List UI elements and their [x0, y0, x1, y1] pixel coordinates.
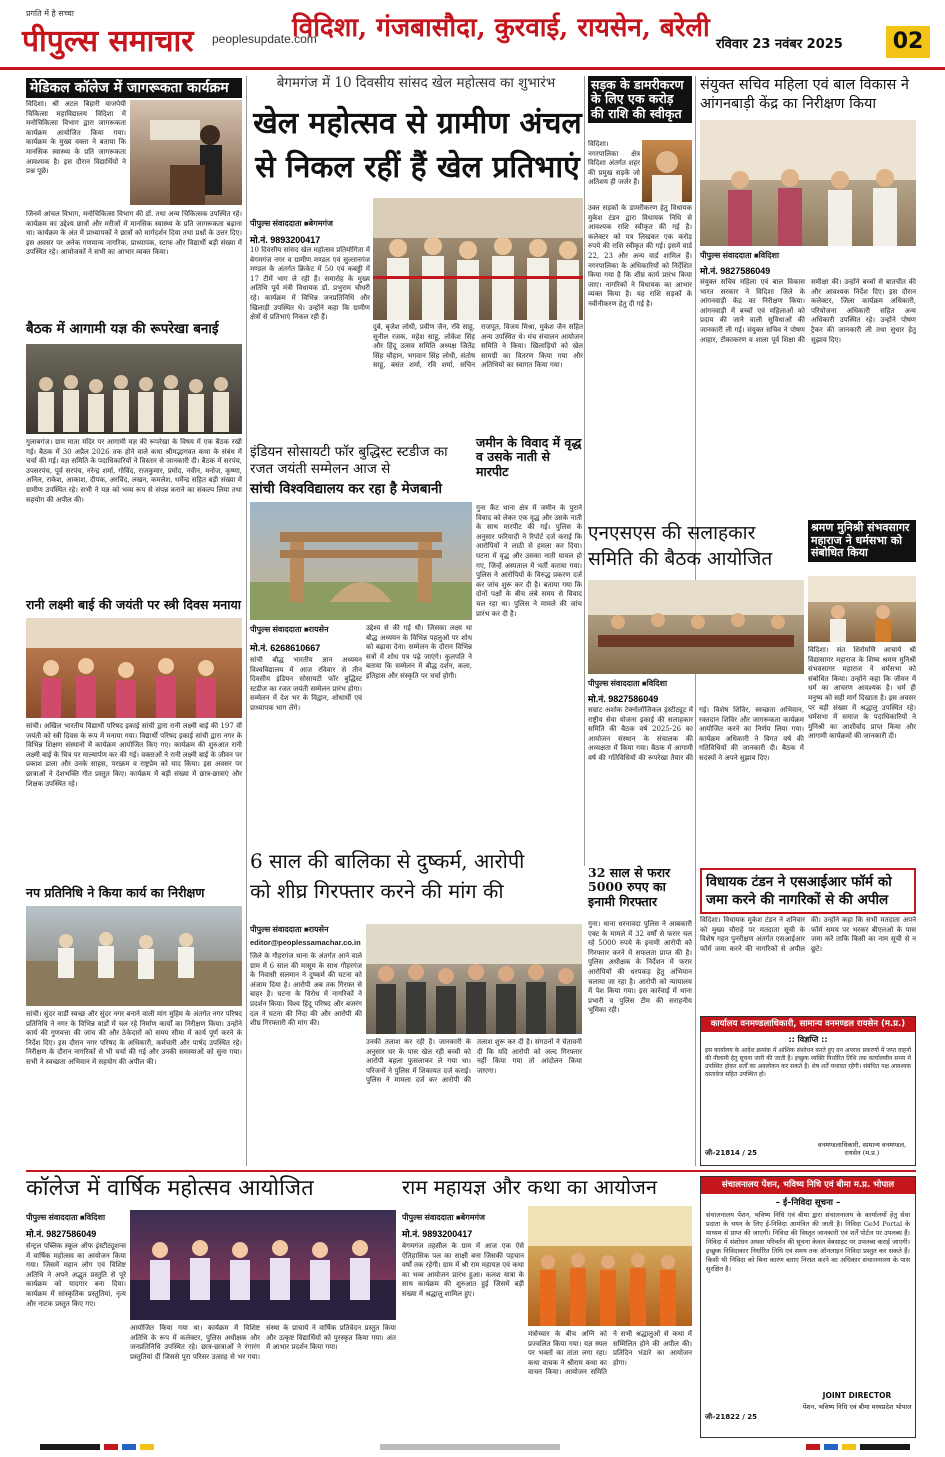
article-body: सांची। अखिल भारतीय विद्यार्थी परिषद इकाई सांची द्वारा रानी लक्ष्मी बाई की 197 वीं जयंती को स्त्री दिवस के रूप में मनाया गया। विद्यार्थी परिषद इकाई सांची द्वारा नगर के विभिन्न शिक्षण संस्थानों में कार्यक्रम आयोजित किए गए। कार्यक्रम की शुरुआत रानी लक्ष्मी बाई के चित्र पर माल्यार्पण कर की गई। वक्ताओं ने रानी लक्ष्मी बाई के जीवन पर प्रकाश डाला और उनके साहस, पराक्रम व राष्ट्रप्रेम को याद किया। इस अवसर पर छात्राओं ने देशभक्ति गीत प्रस्तुत किए। कार्यक्रम में बड़ी संख्या में छात्र-छात्राएं और शिक्षक उपस्थित रहे। — [26, 722, 242, 788]
protest-crowd-icon — [366, 924, 582, 1034]
article-body: जिनमें आंचल विभाग, मनोचिकित्सा विभाग की डॉ. तथा अन्य चिकित्सक उपस्थित रहे। कार्यक्रम का उद्देश्य छात्रों और मरीजों में मानसिक स्वास्थ्य के प्रति जागरूकता बढ़ाना था। कार्यक्रम के अंत में प्राध्यापकों ने छात्रों को मार्गदर्शन दिया तथा प्रश्नों के उत्तर दिए। इस अवसर पर अनेक गणमान्य नागरिक, प्राध्यापक, स्टाफ और विद्यार्थी बड़ी संख्या में उपस्थित रहे। आयोजकों ने सभी का आभार व्यक्त किया। — [26, 210, 242, 257]
email-address: editor@peoplessamachar.co.in — [250, 938, 361, 947]
mobile-number: मो.नं. 6268610667 — [250, 643, 321, 653]
masthead — [0, 0, 945, 70]
byline-block — [402, 1212, 522, 1240]
column-rule — [246, 76, 247, 1166]
notice-subtitle: – ई–निविदा सूचना – — [775, 1198, 841, 1208]
mobile-number: मो.नं. 9893200417 — [402, 1229, 473, 1239]
stage-icon — [130, 1210, 396, 1320]
students-icon — [26, 618, 242, 718]
mobile-number: मो.नं. 9827586049 — [700, 266, 771, 276]
byline: पीपुल्स संवाददाता ■विदिशा — [26, 1213, 106, 1222]
page-number: 02 — [886, 26, 930, 58]
byline: पीपुल्स संवाददाता ■विदिशा — [588, 679, 668, 688]
region-title: विदिशा, गंजबासौदा, कुरवाई, रायसेन, बरेली — [292, 13, 710, 43]
notice-signature: वनमण्डलाधिकारी, सामान्य वनमण्डल, रायसेन (म.प्र.) — [817, 1141, 907, 1157]
article-body: गुना कैंट थाना क्षेत्र में जमीन के पुराने विवाद को लेकर एक वृद्ध और उसके नाती के साथ मारपीट की गई। पुलिस के अनुसार फरियादी ने रिपोर्ट दर्ज कराई कि आरोपियों ने लाठी से हमला कर दिया। घटना में वृद्ध और उसका नाती घायल हो गए, जिन्हें अस्पताल में भर्ती कराया गया। पुलिस ने आरोपियों के विरुद्ध प्रकरण दर्ज कर जांच शुरू कर दी है। बताया गया कि दोनों पक्षों के बीच लंबे समय से विवाद चल रहा था। पुलिस ने मामले की जांच प्रारंभ कर दी है। — [476, 504, 582, 618]
headline: संयुक्त सचिव महिला एवं बाल विकास ने आंगनबाड़ी केंद्र का निरीक्षण किया — [700, 77, 909, 112]
article-crime — [250, 846, 582, 936]
article-body: विदिशा। श्री अटल बिहारी वाजपेयी चिकित्सा महाविद्यालय विदिशा में मनोचिकित्सा विभाग द्वारा जागरूकता कार्यक्रम आयोजित किया गया। कार्यक्रम के मुख्य वक्ता ने बताया कि मानसिक स्वास्थ्य के प्रति जागरूकता आवश्यक है। इस दौरान विद्यार्थियों ने प्रश्न पूछे। — [26, 100, 126, 176]
byline: पीपुल्स संवाददाता ■बेगमगंज — [402, 1213, 485, 1222]
devotees-icon — [528, 1206, 692, 1326]
article-college-festival — [26, 1176, 396, 1438]
speaker-photo — [130, 100, 242, 205]
meeting-table-icon — [588, 580, 804, 674]
yagya-photo — [528, 1206, 692, 1326]
article-road — [588, 76, 692, 451]
website-url: peoplesupdate.com — [212, 32, 317, 46]
headline: एनएसएस की सलाहकार समिति की बैठक आयोजित — [588, 522, 773, 570]
notice-subtitle: :: विज्ञप्ति :: — [788, 1035, 828, 1044]
mobile-number: मो.नं. 9827586049 — [26, 1229, 97, 1239]
article-medical-college — [26, 78, 242, 314]
protest-photo — [366, 924, 582, 1034]
subheadline: सांची विश्वविद्यालय कर रहा है मेजबानी — [250, 481, 442, 497]
article-body: विदिशा। नगरपालिका क्षेत्र विदिशा अंतर्गत शहर की प्रमुख सड़कें जो अतिशय ही जर्जर हैं। — [588, 140, 640, 187]
article-body: उनकी तलाश कर रही है। जानकारी के अनुसार घर के पास खेल रही बच्ची को आरोपी बहला फुसलाकर ले गया था। परिजनों ने पुलिस में शिकायत दर्ज कराई। पुलिस ने मामला दर्ज कर आरोपी की तलाश शुरू कर दी है। संगठनों ने चेतावनी दी कि यदि आरोपी को जल्द गिरफ्तार नहीं किया गया तो आंदोलन किया जाएगा। — [366, 1038, 582, 1085]
headline: मेडिकल कॉलेज में जागरूकता कार्यक्रम — [26, 78, 242, 98]
headline: विधायक टंडन ने एसआईआर फॉर्म को जमा करने की नागरिकों से की अपील — [706, 874, 892, 908]
nss-meeting-photo — [588, 580, 804, 674]
article-body: विदिशा। संत शिरोमणि आचार्य श्री विद्यासागर महाराज के शिष्य श्रमण मुनिश्री संभवसागर महाराज ने धर्मसभा को संबोधित किया। उन्होंने कहा कि जीवन में धर्म का आचरण आवश्यक है। धर्म ही मनुष्य को सही मार्ग दिखाता है। इस अवसर पर बड़ी संख्या में श्रद्धालु उपस्थित रहे। धर्मसभा में समाज के पदाधिकारियों ने मुनिश्री का आशीर्वाद प्राप्त किया और आगामी कार्यक्रमों की जानकारी दी। — [808, 646, 916, 741]
article-rani-laxmibai — [26, 598, 242, 880]
workers-icon — [26, 906, 242, 1006]
article-nss-meeting — [588, 520, 804, 860]
mobile-number: मो.नं. 9827586049 — [588, 694, 659, 704]
byline: पीपुल्स संवाददाता ■रायसेन — [250, 925, 329, 934]
article-body: गुलाबगंज। ग्राम माता मंदिर पर आगामी यज्ञ की रूपरेखा के विषय में एक बैठक रखी गई। बैठक में 30 अप्रैल 2026 तक होने वाले कथा श्रीमद्भागवत कथा के संबंध में चर्चा की गई। यज्ञ समिति के पदाधिकारियों ने विस्तार से जानकारी दी। बैठक में सरपंच, उपसरपंच, पूर्व सरपंच, नरेन्द्र शर्मा, गोविंद, राजकुमार, प्रमोद, नवीन, मनोज, कृष्णा, अनिल, राकेश, आकाश, दीपक, अरविंद, लखन, कमलेश, धर्मेन्द्र सहित बड़ी संख्या में ग्रामीण उपस्थित रहे। सभी ने यज्ञ को भव्य रूप से संपन्न कराने का संकल्प लिया तथा सहयोग की अपील की। — [26, 438, 242, 504]
person-icon — [642, 140, 692, 202]
notice-body: संचालनालय पेंशन, भविष्य निधि एवं बीमा द्वारा संचालनालय के कार्यालयों हेतु सेवा प्रदाता के चयन के लिए ई-निविदा आमंत्रित की जाती है। निविदा GeM Portal के माध्यम से प्राप्त की जाएगी। निविदा की विस्तृत जानकारी एवं शर्तें पोर्टल पर उपलब्ध हैं। निविदा में संशोधन अथवा परिवर्तन की सूचना केवल वेबसाइट पर उपलब्ध कराई जाएगी। इच्छुक निविदाकार निर्धारित तिथि एवं समय तक ऑनलाइन निविदा प्रस्तुत कर सकते हैं। किसी भी निविदा को बिना कारण बताए निरस्त करने का अधिकार संचालनालय के पास सुरक्षित है। — [706, 1211, 910, 1273]
article-body: उद्देश्य से की गई थी। जिसका लक्ष्य था बौद्ध अध्ययन के विभिन्न पहलुओं पर शोध को बढ़ावा देना। सम्मेलन के दौरान विभिन्न सत्रों में शोध पत्र पढ़े जाएंगे। कुलपति ने बताया कि सम्मेलन में बौद्ध दर्शन, कला, इतिहास और संस्कृति पर चर्चा होगी। — [366, 624, 472, 680]
banner-headline-2: से निकल रहीं हैं खेल प्रतिभाएं — [255, 150, 580, 185]
article-body: सांची बौद्ध भारतीय ज्ञान अध्ययन विश्वविद्यालय में आज रविवार से तीन दिवसीय इंडियन सोसायटी फॉर बुद्धिस्ट स्टडीज का रजत जयंती सम्मेलन प्रारंभ होगा। सम्मेलन में देश भर के विद्वान, शोधार्थी एवं प्राध्यापक भाग लेंगे। — [250, 656, 362, 712]
dignitaries-icon — [373, 198, 583, 320]
students-photo — [26, 618, 242, 718]
issue-date: रविवार 23 नवंबर 2025 — [716, 37, 843, 52]
notice-body: इस कार्यालय के आदेश क्रमांक में आंशिक संशोधन करते हुए वन अपराध प्रकरणों में जप्त वाहनों की नीलामी हेतु सूचना जारी की जाती है। इच्छुक व्यक्ति निर्धारित तिथि तक कार्यालयीन समय में उपस्थित होकर शर्तों का अवलोकन कर सकते हैं। शेष शर्तें यथावत रहेंगी। संबंधित पक्ष आवश्यक दस्तावेज सहित उपस्थित हों। — [705, 1047, 911, 1078]
headline: 32 साल से फरार 5000 रुपए का इनामी गिरफ्तार — [588, 865, 671, 909]
article-body: संयुक्त सचिव महिला एवं बाल विकास भारत सरकार ने विदिशा जिले के आंगनवाड़ी केंद्र का निरीक्षण किया। आंगनवाड़ी में बच्चों एवं महिलाओं को प्रदाय की जाने वाली सुविधाओं की जानकारी ली गई। संयुक्त सचिव ने पोषण आहार, टीकाकरण व शाला पूर्व शिक्षा की समीक्षा की। उन्होंने बच्चों से बातचीत की और आवश्यक निर्देश दिए। इस दौरान कलेक्टर, जिला कार्यक्रम अधिकारी, परियोजना अधिकारी सहित अन्य अधिकारी उपस्थित रहे। उन्होंने पोषण ट्रैकर की जानकारी ली तथा सुधार हेतु सुझाव दिए। — [700, 278, 916, 344]
article-body: सेन्ट्रल पब्लिक स्कूल ऑफ इंस्टीट्यूशन्स में वार्षिक महोत्सव का आयोजन किया गया। जिसमें महान लोग एवं विशिष्ट अतिथि ने अपने अद्भुत प्रस्तुति से पूरे कार्यक्रम को यादगार बना दिया। कार्यक्रम में सांस्कृतिक प्रस्तुतियां, नृत्य और नाटक प्रस्तुत किए गए। — [26, 1242, 126, 1308]
headline: राम महायज्ञ और कथा का आयोजन — [402, 1175, 657, 1199]
mla-portrait — [642, 140, 692, 202]
section-divider — [26, 1170, 916, 1172]
headline: जमीन के विवाद में वृद्ध व उसके नाती से मारपीट — [476, 435, 582, 479]
crowd-icon — [26, 344, 242, 434]
footer-bar — [0, 1440, 945, 1457]
headline: रानी लक्ष्मी बाई की जयंती पर स्त्री दिवस मनाया — [26, 597, 241, 612]
notice-signature: JOINT DIRECTOR — [822, 1391, 892, 1400]
article-body: सम्राट अशोक टेक्नोलॉजिकल इंस्टीट्यूट में राष्ट्रीय सेवा योजना इकाई की सलाहकार समिति की बैठक वर्ष 2025-26 का आयोजन संस्थान के संचालक की अध्यक्षता में किया गया। बैठक में आगामी वर्ष की गतिविधियों की रूपरेखा तैयार की गई। विशेष शिविर, स्वच्छता अभियान, रक्तदान शिविर और जागरूकता कार्यक्रम आयोजित करने का निर्णय लिया गया। कार्यक्रम अधिकारी ने विगत वर्ष की गतिविधियों की जानकारी दी। बैठक में सदस्यों ने अपने सुझाव दिए। — [588, 706, 804, 762]
article-body: सांची। सुंदर वार्डी स्वच्छ और सुंदर नगर बनाने वाली मांग मुहिम के अंतर्गत नगर परिषद प्रतिनिधि ने नगर के विभिन्न वार्डों में चल रहे निर्माण कार्यों का निरीक्षण किया। उन्होंने कार्य की गुणवत्ता की जांच की और ठेकेदारों को समय सीमा में कार्य पूर्ण करने के निर्देश दिए। इस दौरान नगर परिषद के अधिकारी, कर्मचारी और पार्षद उपस्थित रहे। निरीक्षण के दौरान नागरिकों से भी चर्चा की गई और उनकी समस्याओं को सुना गया। सभी ने स्वच्छता अभियान में सहयोग की अपील की। — [26, 1010, 242, 1066]
notice-forest — [700, 1016, 916, 1166]
article-land-dispute — [476, 436, 582, 838]
stupa-icon — [250, 502, 472, 620]
article-body: बेगमगंज तहसील के ग्राम में आज एक ऐसे ऐतिहासिक पल का साक्षी बना जिसकी पहचान वर्षों तक रहेगी। ग्राम में श्री राम महायज्ञ एवं कथा का भव्य आयोजन प्रारंभ हुआ। कलश यात्रा के साथ कार्यक्रम की शुरुआत हुई जिसमें बड़ी संख्या में श्रद्धालु शामिल हुए। — [402, 1242, 524, 1298]
article-mla-appeal — [700, 868, 916, 1010]
notice-title: कार्यालय वनमण्डलाधिकारी, सामान्य वनमण्डल रायसेन (म.प्र.) — [701, 1017, 915, 1032]
inspection-photo — [26, 906, 242, 1006]
article-body: गुना। थाना धरनावदा पुलिस ने आबकारी एक्ट के मामले में 32 वर्षों से फरार चल रहे 5000 रुपये के इनामी आरोपी को गिरफ्तार करने में सफलता प्राप्त की है। पुलिस अधीक्षक के निर्देशन में फरार आरोपियों की धरपकड़ हेतु अभियान चलाया जा रहा है। आरोपी को न्यायालय में पेश किया गया। इस कार्रवाई में थाना प्रभारी व पुलिस टीम की सराहनीय भूमिका रही। — [588, 920, 692, 1015]
article-np-inspection — [26, 886, 242, 1166]
article-body: दुबे, बृजेश लोधी, प्रवीण जैन, रवि साहू, सुनील रजक, महेश साहू, लोकेश सिंह और हिंदू उत्सव समिति अध्यक्ष जितेंद्र सिंह चौहान, भगवान सिंह लोधी, संतोष साहू, बसंत शर्मा, रवि शर्मा, सचिन राजपूत, विजय मिश्रा, मुकेश जैन सहित अन्य उपस्थित थे। मंच संचालन आयोजन समिति ने किया। खिलाड़ियों को खेल सामग्री का वितरण किया गया और अतिथियों का स्वागत किया गया। — [373, 323, 583, 370]
meeting-photo — [26, 344, 242, 434]
headline: नप प्रतिनिधि ने किया कार्य का निरीक्षण — [26, 885, 205, 900]
article-body: उक्त सड़कों के डामरीकरण हेतु विधायक मुकेश टंडन द्वारा विधायक निधि से आवश्यक राशि स्वीकृत की गई है। कलेक्टर को पत्र लिखकर एक करोड़ रुपये की राशि स्वीकृत की गई। इसमें वार्ड 22, 23 और अन्य वार्ड शामिल हैं। नगरपालिका के अधिकारियों को निर्देशित किया गया है कि शीघ्र कार्य प्रारंभ किया जाए। नागरिकों ने विधायक का आभार व्यक्त किया है। यह राशि सड़कों के नवीनीकरण हेतु दी गई है। — [588, 204, 692, 308]
article-yagya-meeting — [26, 322, 242, 592]
monk-icon — [808, 576, 916, 642]
speaker-icon — [130, 100, 242, 205]
article-body: जिले के गौहरगंज थाना के अंतर्गत आने वाले ग्राम में 6 साल की मासूम के साथ गौहरगंज के निवासी सलमान ने दुष्कर्म की घटना को अंजाम दिया है। आरोपी अब तक गिरफ्त से बाहर है। घटना के विरोध में नागरिकों ने प्रदर्शन किया। विश्व हिंदू परिषद और बजरंग दल ने घटना की निंदा की और आरोपी की शीघ्र गिरफ्तारी की मांग की। — [250, 952, 362, 1028]
anganwadi-photo — [700, 120, 916, 246]
mobile-number: मो.नं. 9893200417 — [250, 235, 321, 245]
festival-stage-photo — [130, 1210, 396, 1320]
visit-icon — [700, 120, 916, 246]
headline: 6 साल की बालिका से दुष्कर्म, आरोपी — [250, 849, 525, 873]
article-body: मंत्रोच्चार के बीच अग्नि को प्रज्वलित किया गया। यज्ञ स्थल पर भक्तों का तांता लगा रहा। कथा वाचक ने श्रीराम कथा का वाचन किया। आयोजन समिति ने सभी श्रद्धालुओं से कथा में सम्मिलित होने की अपील की। प्रतिदिन भंडारे का आयोजन होगा। — [528, 1330, 692, 1377]
byline: पीपुल्स संवाददाता ■रायसेन — [250, 625, 329, 634]
notice-signature-sub: पेंशन, भविष्य निधि एवं बीमा मध्यप्रदेश भोपाल — [802, 1403, 912, 1411]
column-rule — [584, 76, 585, 866]
headline: श्रमण मुनिश्री संभवसागर महाराज ने धर्मसभा को संबोधित किया — [808, 520, 916, 562]
headline: इंडियन सोसायटी फॉर बुद्धिस्ट स्टडीज का रजत जयंती सम्मेलन आज से — [250, 444, 448, 477]
banner-byline-block — [250, 218, 370, 246]
notice-ref: जी–21814 / 25 — [705, 1149, 758, 1157]
byline-block — [250, 924, 362, 947]
headline-2: को शीघ्र गिरफ्तार करने की मांग की — [250, 879, 504, 903]
banner-headline: खेल महोत्सव से ग्रामीण अंचल — [253, 106, 582, 141]
headline: बैठक में आगामी यज्ञ की रूपरेखा बनाई — [26, 321, 219, 337]
article-shraman-muni — [808, 520, 916, 860]
byline-block — [588, 678, 804, 705]
dharmasabha-photo — [808, 576, 916, 642]
article-body: विदिशा। विधायक मुकेश टंडन ने शनिवार को मुख्य चौराहे पर मतदाता सूची के विशेष गहन पुनरीक्षण अंतर्गत एसआईआर फॉर्म जमा करने की नागरिकों से अपील की। उन्होंने कहा कि सभी मतदाता अपने फॉर्म समय पर भरकर बीएलओ के पास जमा करें ताकि किसी का नाम सूची से न छूटे। — [700, 916, 916, 953]
byline-block — [700, 250, 916, 277]
byline: पीपुल्स संवाददाता ■बेगमगंज — [250, 219, 333, 228]
newspaper-logo: प्रगति में है सच्चा पीपुल्स समाचार — [22, 9, 194, 59]
headline: कॉलेज में वार्षिक महोत्सव आयोजित — [26, 1176, 314, 1201]
article-ram-yagya — [402, 1176, 692, 1438]
headline: सड़क के डामरीकरण के लिए एक करोड़ की राशि की स्वीकृत — [588, 76, 692, 123]
article-anganwadi — [700, 76, 916, 466]
notice-pension — [700, 1176, 916, 1438]
article-buddhist-studies — [250, 444, 472, 838]
article-body: आयोजित किया गया था। कार्यक्रम में विशिष्ट अतिथि के रूप में कलेक्टर, पुलिस अधीक्षक और जनप्रतिनिधि उपस्थित रहे। छात्र-छात्राओं ने रंगारंग प्रस्तुतियां दीं जिससे पूरा परिसर उत्साह से भर गया। संस्था के प्राचार्य ने वार्षिक प्रतिवेदन प्रस्तुत किया और उत्कृष्ट विद्यार्थियों को पुरस्कृत किया गया। अंत में आभार प्रदर्शन किया गया। — [130, 1324, 396, 1361]
notice-ref: जी–21822 / 25 — [705, 1413, 758, 1421]
article-wanted-arrest — [588, 866, 692, 1166]
article-body: 10 दिवसीय सांसद खेल महोत्सव प्रतियोगिता में बेगमगंज नगर व ग्रामीण मण्डल एवं सुल्तानगंज मण्डल के अंतर्गत क्रिकेट में 50 एवं कबड्डी में 17 टीमें भाग ले रही हैं। समारोह के मुख्य अतिथि पूर्व मंत्री विधायक डॉ. प्रभुराम चौधरी रहे। कार्यक्रम में विभिन्न जनप्रतिनिधि और खिलाड़ी उपस्थित थे। उन्होंने कहा कि ग्रामीण क्षेत्रों से प्रतिभाएं निकल रही हैं। — [250, 246, 370, 322]
stupa-gate-photo — [250, 502, 472, 620]
banner-kicker: बेगमगंज में 10 दिवसीय सांसद खेल महोत्सव का शुभारंभ — [276, 75, 556, 91]
ribbon-cutting-photo — [373, 198, 583, 320]
byline: पीपुल्स संवाददाता ■विदिशा — [700, 251, 780, 260]
notice-title: संचालनालय पेंशन, भविष्य निधि एवं बीमा म.प्र. भोपाल — [701, 1177, 915, 1194]
byline-block — [26, 1212, 126, 1240]
